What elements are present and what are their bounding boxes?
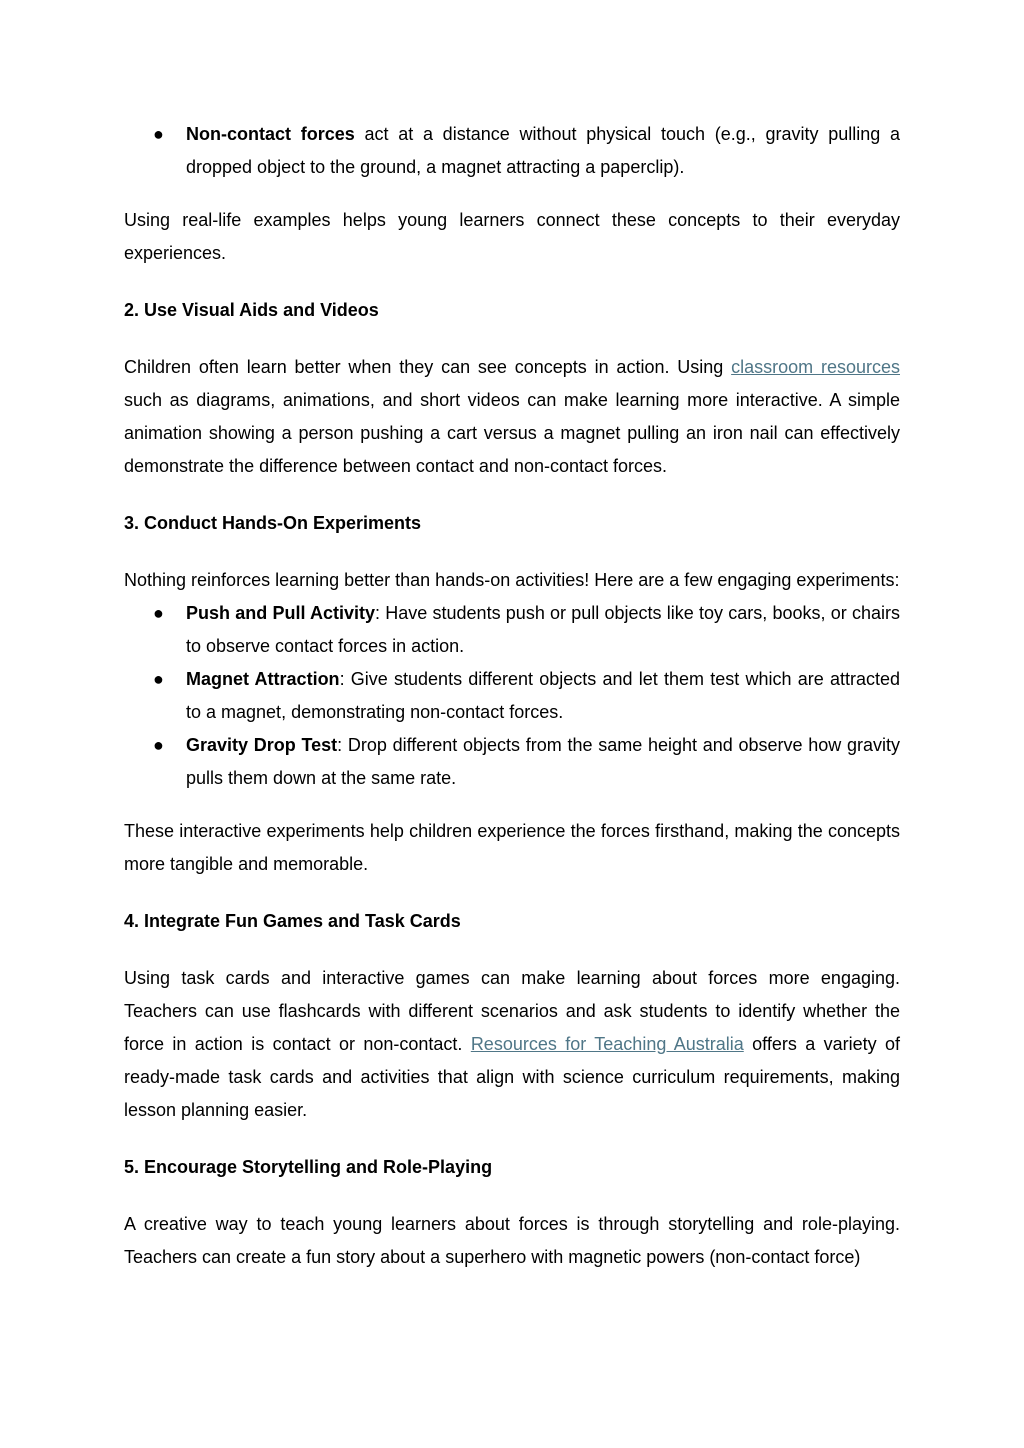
section-heading-experiments: 3. Conduct Hands-On Experiments [124, 513, 422, 533]
section-heading-games: 4. Integrate Fun Games and Task Cards [124, 911, 461, 931]
paragraph-games [124, 962, 900, 1127]
bullet-list-experiments [124, 597, 900, 795]
paragraph-text: offers a variety of ready-made task cards and activities that align with science curriculum requirements, making lesson planning easier. [124, 1034, 901, 1120]
paragraph-text: such as diagrams, animations, and short videos can make learning more interactive. A simple animation showing a person pushing a cart versus a magnet pulling an iron nail can effectively demonstrate the difference between contact and non-contact forces. [124, 390, 900, 476]
list-item-text: : Drop different objects from the same height and observe how gravity pulls them down at the same rate. [186, 735, 900, 788]
bullet-icon: ● [153, 603, 164, 623]
paragraph-visual-aids [124, 351, 900, 483]
list-item [153, 663, 900, 729]
section-heading-storytelling: 5. Encourage Storytelling and Role-Playing [124, 1157, 493, 1177]
list-item [153, 729, 900, 795]
list-item-term: Non-contact forces [186, 124, 355, 144]
list-item-term: Push and Pull Activity [186, 603, 376, 623]
paragraph-experiments-intro: Nothing reinforces learning better than hands-on activities! Here are a few engaging experiments: [124, 570, 900, 590]
list-item-text: : Give students different objects and let them test which are attracted to a magnet, demonstrating non-contact forces. [186, 669, 900, 722]
bullet-list-forces [124, 118, 900, 184]
resources-for-teaching-australia-link[interactable]: Resources for Teaching Australia [470, 1034, 744, 1054]
list-item [153, 118, 900, 184]
paragraph-experiments-outro: These interactive experiments help children experience the forces firsthand, making the concepts more tangible and memorable. [124, 821, 900, 874]
list-item-text: : Have students push or pull objects like toy cars, books, or chairs to observe contact forces in action. [186, 603, 900, 656]
paragraph-storytelling: A creative way to teach young learners about forces is through storytelling and role-playing. Teachers can create a fun story about a superhero with magnetic powers (non-contact force) [124, 1214, 900, 1267]
list-item-term: Magnet Attraction [186, 669, 340, 689]
bullet-icon: ● [153, 124, 164, 144]
paragraph-text: Children often learn better when they can see concepts in action. Using [124, 357, 732, 377]
bullet-icon: ● [153, 735, 164, 755]
list-item-term: Gravity Drop Test [186, 735, 338, 755]
list-item [153, 597, 900, 663]
paragraph-text: Using task cards and interactive games can make learning about forces more engaging. Teachers can use flashcards with different scenarios and ask students to identify whether the force in action is contact or non-contact. [124, 968, 900, 1054]
section-heading-visual-aids: 2. Use Visual Aids and Videos [124, 300, 379, 320]
document-body [124, 118, 900, 1274]
intro-paragraph: Using real-life examples helps young learners connect these concepts to their everyday experiences. [124, 210, 900, 263]
classroom-resources-link[interactable]: classroom resources [731, 357, 900, 377]
list-item-text: act at a distance without physical touch (e.g., gravity pulling a dropped object to the ground, a magnet attracting a paperclip). [186, 124, 900, 177]
bullet-icon: ● [153, 669, 164, 689]
